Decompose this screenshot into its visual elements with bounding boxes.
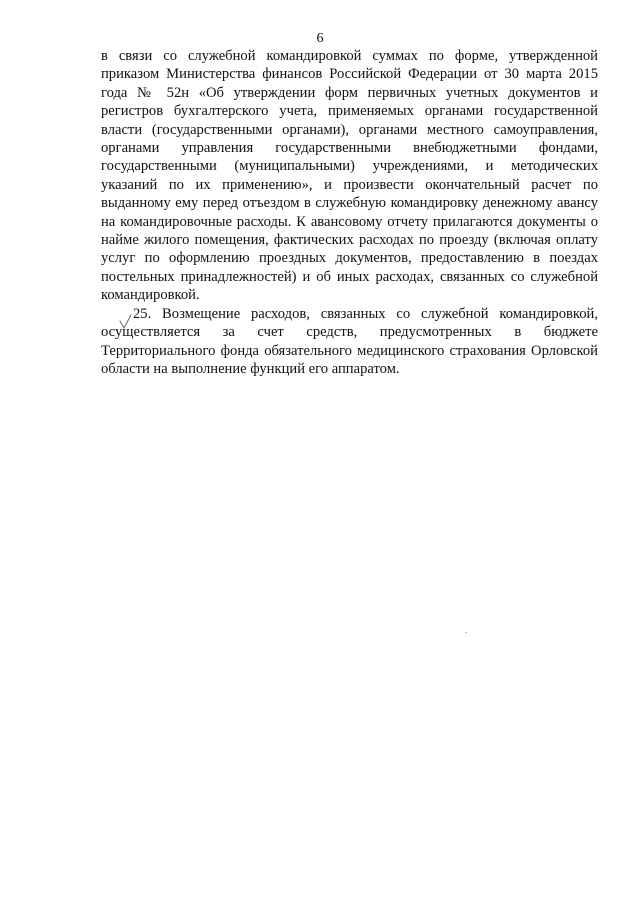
page-number: 6 xyxy=(316,31,324,46)
document-body xyxy=(101,47,598,378)
paragraph-continuation: в связи со служебной командировкой суммах по форме, утвержденной приказом Министерства финансов Российской Федерации от 30 марта 2015 года № 52н «Об утверждении форм первичных учетных документов и регистров бухгалтерского учета, применяемых органами государственной власти (государственными органами), органами местного самоуправления, органами управления государственными внебюджетными фондами, государственными (муниципальными) учреждениями, и методических указаний по их применению», и произвести окончательный расчет по выданному ему перед отъездом в служебную командировку денежному авансу на командировочные расходы. К авансовому отчету прилагаются документы о найме жилого помещения, фактических расходах по проезду (включая оплату услуг по оформлению проездных документов, предоставлению в поездах постельных принадлежностей) и об иных расходах, связанных со служебной командировкой. xyxy=(101,48,598,304)
paragraph-item-25-text: 25. Возмещение расходов, связанных со служебной командировкой, осуществляется за счет средств, предусмотренных в бюджете Территориального фонда обязательного медицинского страхования Орловской области на выполнение функций его аппаратом. xyxy=(101,305,598,377)
paragraph-item-25 xyxy=(101,305,598,379)
scan-speck xyxy=(465,632,467,633)
